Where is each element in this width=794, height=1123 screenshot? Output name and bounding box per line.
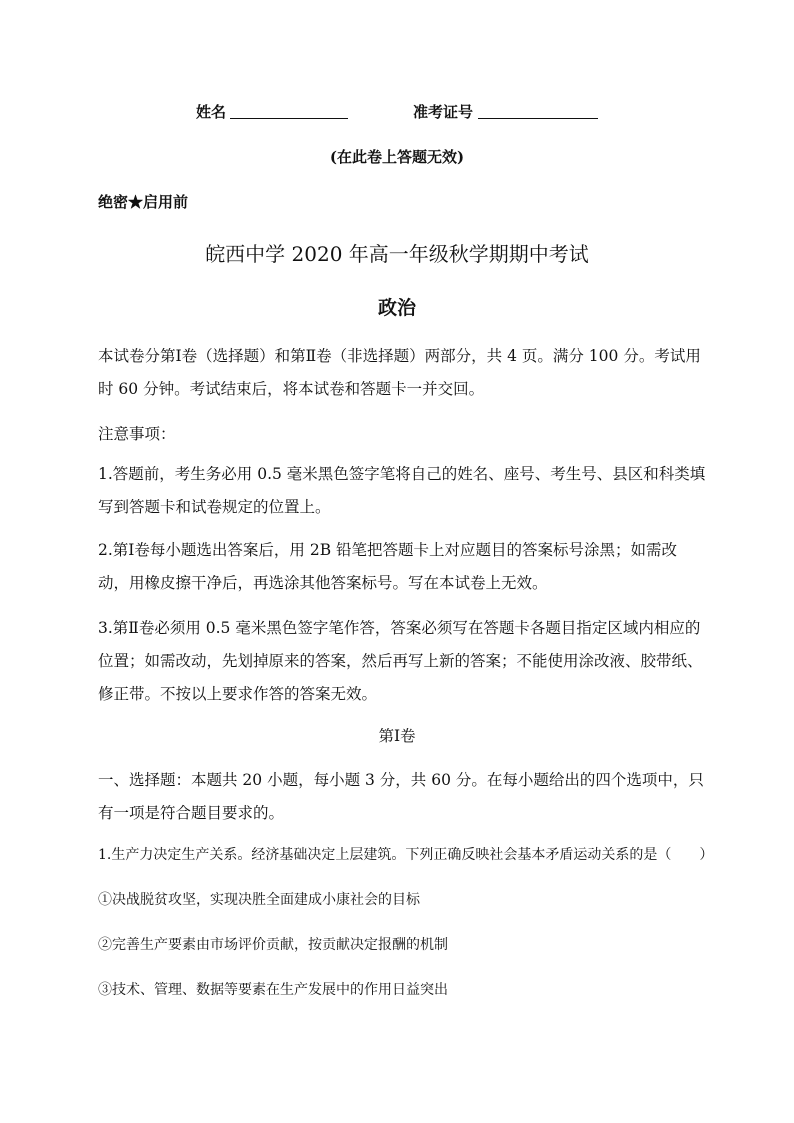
invalid-answer-note: (在此卷上答题无效) (329, 148, 465, 166)
question-1-option-1: ①决战脱贫攻坚，实现决胜全面建成小康社会的目标 (98, 892, 420, 908)
name-label: 姓名 (196, 103, 227, 121)
subject-title: 政治 (377, 297, 416, 319)
name-blank-line (230, 118, 348, 119)
secret-mark: 绝密★启用前 (98, 193, 189, 211)
note-item-2: 2.第Ⅰ卷每小题选出答案后，用 2B 铅笔把答题卡上对应题目的答案标号涂黑；如需改动，用橡皮擦干净后，再选涂其他答案标号。写在本试卷上无效。 (98, 541, 678, 592)
note-item-1: 1.答题前，考生务必用 0.5 毫米黑色签字笔将自己的姓名、座号、考生号、县区和科类填写到答题卡和试卷规定的位置上。 (98, 465, 706, 516)
intro-paragraph: 本试卷分第Ⅰ卷（选择题）和第Ⅱ卷（非选择题）两部分，共 4 页。满分 100 分。考试用时 60 分钟。考试结束后，将本试卷和答题卡一并交回。 (98, 347, 701, 398)
question-1-stem: 1.生产力决定生产关系。经济基础决定上层建筑。下列正确反映社会基本矛盾运动关系的是（ ） (98, 847, 714, 863)
question-1-option-2: ②完善生产要素由市场评价贡献，按贡献决定报酬的机制 (98, 937, 448, 953)
section-instruction: 一、选择题：本题共 20 小题，每小题 3 分，共 60 分。在每小题给出的四个选项中，只有一项是符合题目要求的。 (98, 771, 704, 822)
notes-heading: 注意事项： (98, 425, 176, 443)
section-title: 第Ⅰ卷 (378, 727, 416, 745)
exam-id-blank-line (478, 118, 598, 119)
note-item-3: 3.第Ⅱ卷必须用 0.5 毫米黑色签字笔作答，答案必须写在答题卡各题目指定区域内相应的位置；如需改动，先划掉原来的答案，然后再写上新的答案；不能使用涂改液、胶带纸、修正带。不按以上要求作答的答案无效。 (98, 619, 703, 703)
question-1-option-3: ③技术、管理、数据等要素在生产发展中的作用日益突出 (98, 982, 448, 998)
exam-title: 皖西中学 2020 年高一年级秋学期期中考试 (205, 242, 589, 266)
exam-id-label: 准考证号 (413, 103, 474, 121)
